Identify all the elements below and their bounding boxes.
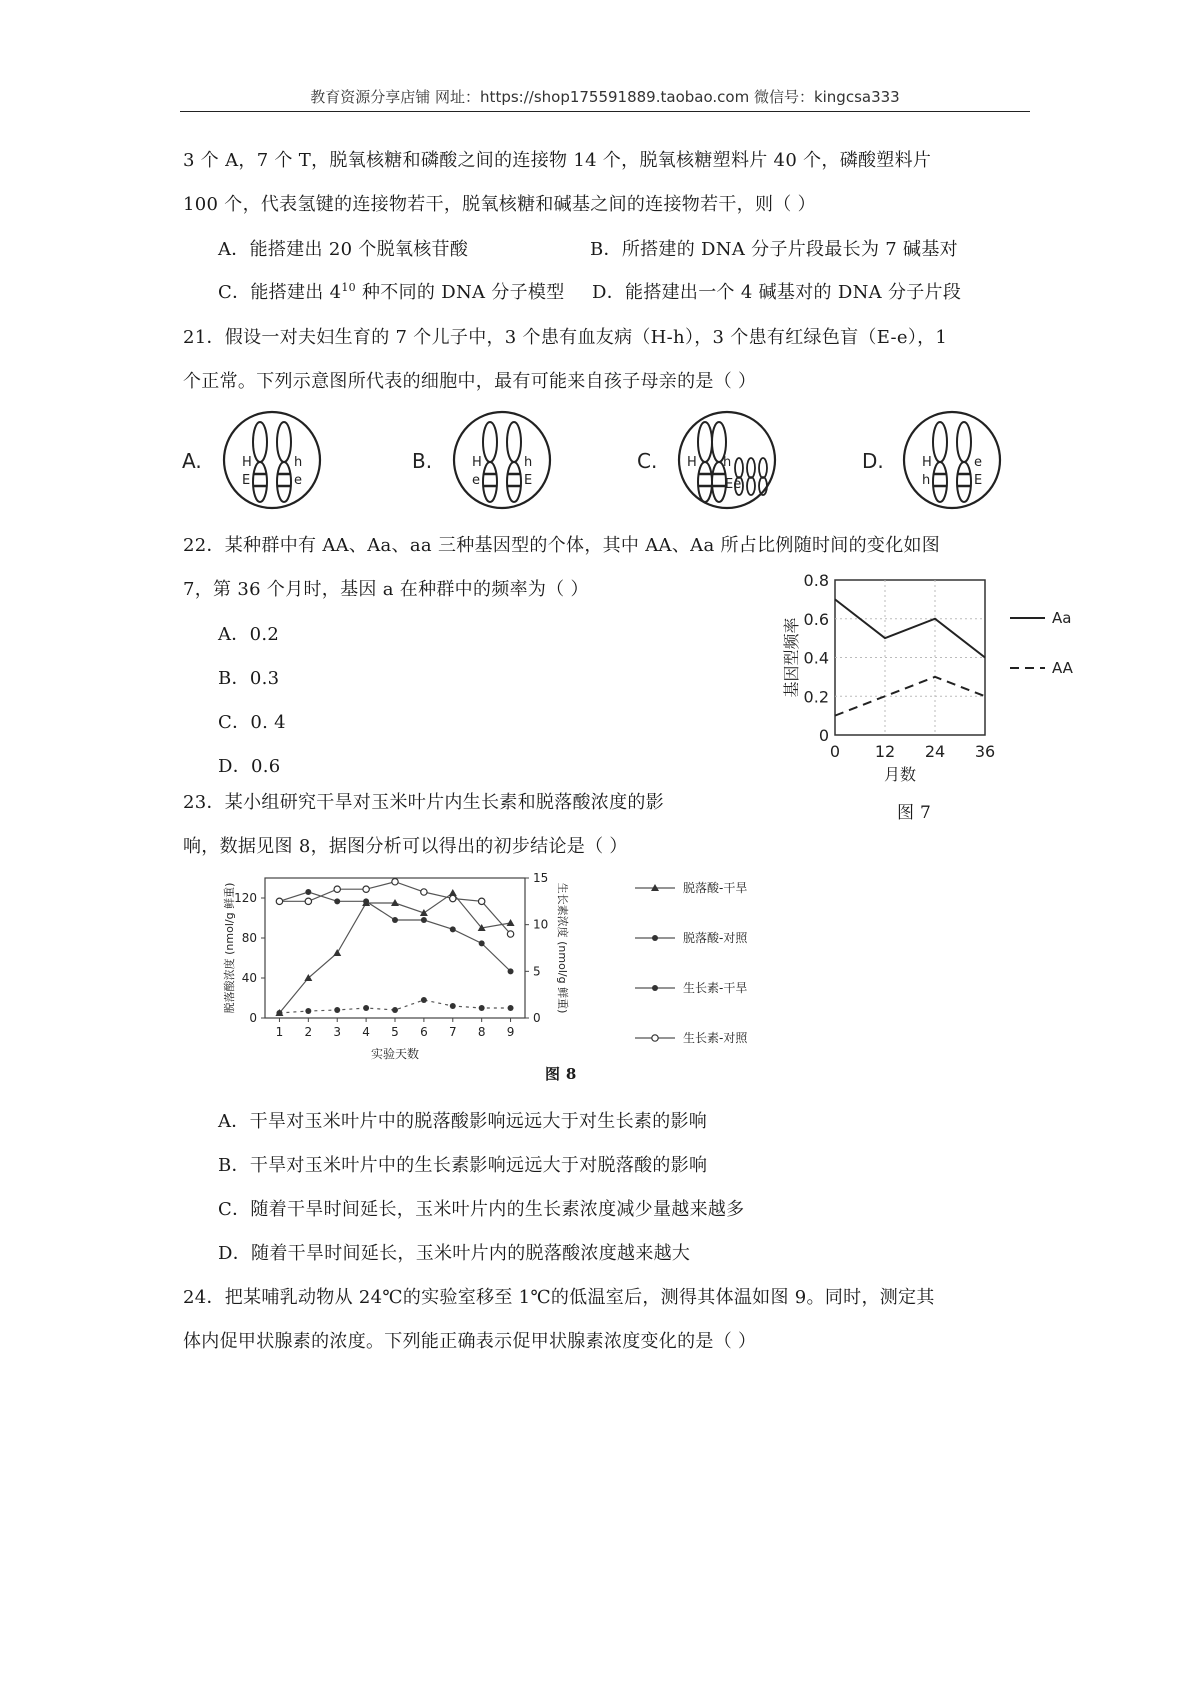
data-point — [450, 895, 456, 901]
chromosome-arm-upper — [483, 422, 497, 462]
data-point — [334, 898, 340, 904]
q22-option-a: A．0.2 — [218, 624, 280, 645]
data-point — [334, 886, 340, 892]
chromosome-arm-upper — [933, 422, 947, 462]
y-right-tick-label: 10 — [533, 917, 549, 932]
y-tick-label: 0.4 — [803, 648, 829, 668]
x-tick-label: 3 — [333, 1025, 342, 1039]
chromosome — [277, 422, 291, 502]
data-point — [421, 917, 427, 923]
data-point — [421, 889, 427, 895]
legend-label: 脱落酸-干旱 — [683, 881, 748, 895]
y-right-tick-label: 5 — [533, 964, 541, 979]
y-tick-label: 0 — [818, 726, 829, 745]
series-生长素-对照 — [276, 879, 514, 938]
x-axis-label: 月数 — [883, 765, 917, 784]
figure-7-caption: 图 7 — [897, 803, 932, 823]
chromosome-arm-lower — [507, 462, 521, 502]
gene-label: H — [242, 455, 252, 470]
chromosome-small — [735, 458, 743, 478]
series-脱落酸-干旱 — [275, 889, 514, 1016]
chromosome-arm-lower — [698, 462, 712, 502]
data-point — [305, 1008, 311, 1014]
data-point — [478, 898, 484, 904]
chromosome-arm-lower — [933, 462, 947, 502]
q22-line1: 22．某种群中有 AA、Aa、aa 三种基因型的个体，其中 AA、Aa 所占比例随时间的变化如图 — [183, 535, 941, 556]
q22-option-b: B．0.3 — [218, 668, 280, 689]
data-point — [508, 968, 514, 974]
gene-label: e — [472, 473, 480, 488]
chromosome-arm-upper — [253, 422, 267, 462]
chromosome — [253, 422, 267, 502]
q23-option-c: C．随着干旱时间延长，玉米叶片内的生长素浓度减少量越来越多 — [218, 1199, 745, 1220]
q21-line2: 个正常。下列示意图所代表的细胞中，最有可能来自孩子母亲的是（ ） — [183, 371, 757, 392]
chromosome-arm-upper — [698, 422, 712, 462]
data-point — [652, 935, 658, 941]
x-tick-label: 2 — [304, 1025, 313, 1039]
figure-7-chart — [780, 570, 1200, 830]
y-right-tick-label: 0 — [533, 1011, 541, 1025]
cell-label: B. — [412, 449, 433, 473]
gene-label: E — [974, 473, 983, 488]
legend-item — [635, 980, 747, 995]
page-header: 教育资源分享店铺 网址：https://shop175591889.taobao.com 微信号：kingcsa333 — [310, 88, 900, 106]
y-left-tick-label: 120 — [234, 891, 257, 905]
x-tick-label: 7 — [448, 1025, 457, 1039]
data-point — [333, 949, 341, 956]
legend-label: 生长素-干旱 — [683, 981, 748, 995]
q24-line2: 体内促甲状腺素的浓度。下列能正确表示促甲状腺素浓度变化的是（ ） — [183, 1331, 757, 1352]
y-left-axis-label: 脱落酸浓度 (nmol/g 鲜重) — [223, 882, 236, 1014]
x-axis-label: 实验天数 — [370, 1047, 420, 1061]
legend-item — [635, 1030, 748, 1045]
gene-label: h — [723, 455, 732, 470]
cell-diagram-c — [637, 412, 775, 508]
cell-membrane — [224, 412, 320, 508]
gene-label: h — [524, 455, 533, 470]
q22-option-c: C．0. 4 — [218, 712, 286, 733]
series-line — [279, 882, 510, 934]
series-line-Aa — [835, 599, 985, 657]
x-tick-label: 8 — [477, 1025, 486, 1039]
gene-label: E — [524, 473, 533, 488]
q22-line2: 7，第 36 个月时，基因 a 在种群中的频率为（ ） — [183, 579, 589, 600]
y-right-tick-label: 15 — [533, 871, 549, 885]
q22-option-d: D．0.6 — [218, 756, 281, 777]
data-point — [305, 889, 311, 895]
chromosome-arm-lower — [483, 462, 497, 502]
data-point — [652, 1035, 658, 1041]
y-left-tick-label: 40 — [241, 971, 257, 985]
x-tick-label: 5 — [391, 1025, 399, 1039]
x-tick-label: 9 — [506, 1025, 515, 1039]
data-point — [450, 926, 456, 932]
data-point — [450, 1003, 456, 1009]
data-point — [507, 931, 513, 937]
chromosome-arm-lower — [253, 462, 267, 502]
cell-membrane — [454, 412, 550, 508]
cell-diagram-a — [182, 412, 320, 508]
cell-diagram-b — [412, 412, 550, 508]
x-tick-label: 4 — [362, 1025, 370, 1039]
gene-label: e — [974, 455, 982, 470]
chromosome — [698, 422, 712, 502]
x-tick-label: 1 — [275, 1025, 284, 1039]
q21-line1: 21．假设一对夫妇生育的 7 个儿子中，3 个患有血友病（H-h），3 个患有红绿色盲（E-e），1 — [183, 327, 948, 348]
q20-option-c: C．能搭建出 $4^{10}$ 种不同的 DNA 分子模型 — [218, 281, 565, 303]
y-right-axis-label: 生长素浓度 (nmol/g 鲜重) — [556, 882, 569, 1014]
data-point — [363, 898, 369, 904]
q23-option-a: A．干旱对玉米叶片中的脱落酸影响远远大于对生长素的影响 — [218, 1111, 708, 1132]
q23-option-d: D．随着干旱时间延长，玉米叶片内的脱落酸浓度越来越大 — [218, 1243, 691, 1264]
q20-option-a: A．能搭建出 20 个脱氧核苷酸 — [218, 239, 469, 260]
x-tick-label: 0 — [829, 742, 841, 761]
chromosome — [957, 422, 971, 502]
y-axis-label: 基因型频率 — [782, 617, 801, 698]
data-point — [652, 985, 658, 991]
q20-option-d: D．能搭建出一个 4 碱基对的 DNA 分子片段 — [592, 282, 962, 303]
figure-8-caption: 图 8 — [545, 1065, 577, 1083]
figure-8-chart — [215, 868, 835, 1078]
q23-line1: 23．某小组研究干旱对玉米叶片内生长素和脱落酸浓度的影 — [183, 792, 665, 813]
chromosome-arm-upper — [507, 422, 521, 462]
q23-line2: 响，数据见图 8，据图分析可以得出的初步结论是（ ） — [183, 836, 628, 857]
q24-line1: 24．把某哺乳动物从 24℃的实验室移至 1℃的低温室后，测得其体温如图 9。同时，测定其 — [183, 1287, 935, 1308]
chromosome — [483, 422, 497, 502]
gene-label: e — [294, 473, 302, 488]
gene-label: H — [687, 455, 697, 470]
data-point — [392, 879, 398, 885]
q20-line1: 3 个 A，7 个 T，脱氧核糖和磷酸之间的连接物 14 个，脱氧核糖塑料片 40 个，磷酸塑料片 — [183, 150, 932, 171]
data-point — [479, 1005, 485, 1011]
chromosome — [507, 422, 521, 502]
chromosome-small — [747, 458, 755, 478]
data-point — [479, 940, 485, 946]
x-tick-label: 24 — [924, 742, 946, 761]
data-point — [363, 1005, 369, 1011]
cell-diagram-d — [862, 412, 1000, 508]
chromosome-arm-lower — [957, 462, 971, 502]
legend-label: AA — [1052, 659, 1073, 677]
y-tick-label: 0.2 — [803, 687, 829, 707]
data-point — [392, 917, 398, 923]
x-tick-label: 12 — [874, 742, 896, 761]
chromosome-arm-lower — [277, 462, 291, 502]
cell-membrane — [904, 412, 1000, 508]
q23-option-b: B．干旱对玉米叶片中的生长素影响远远大于对脱落酸的影响 — [218, 1155, 708, 1176]
legend-label: Aa — [1052, 609, 1072, 627]
data-point — [334, 1007, 340, 1013]
q20-option-b: B．所搭建的 DNA 分子片段最长为 7 碱基对 — [590, 239, 958, 260]
data-point — [392, 1007, 398, 1013]
chromosome-small — [747, 477, 755, 495]
cell-label: C. — [637, 449, 658, 473]
y-tick-label: 0.6 — [803, 609, 829, 629]
header-rule — [180, 111, 1030, 112]
q20-line2: 100 个，代表氢键的连接物若干，脱氧核糖和碱基之间的连接物若干，则（ ） — [183, 194, 816, 215]
legend-item — [635, 880, 747, 895]
data-point — [363, 886, 369, 892]
y-left-tick-label: 0 — [249, 1011, 257, 1025]
cell-label: A. — [182, 449, 202, 473]
data-point — [421, 997, 427, 1003]
gene-label: E — [242, 473, 251, 488]
chromosome-arm-upper — [957, 422, 971, 462]
gene-label: H — [922, 455, 932, 470]
cell-label: D. — [862, 449, 884, 473]
gene-label: h — [294, 455, 303, 470]
legend-label: 生长素-对照 — [683, 1031, 748, 1045]
chromosome — [933, 422, 947, 502]
data-point — [276, 1010, 282, 1016]
chromosome-small — [759, 458, 767, 478]
gene-label: h — [922, 473, 931, 488]
series-line — [279, 893, 510, 1013]
series-脱落酸-对照 — [276, 997, 513, 1016]
legend-item — [635, 930, 748, 945]
data-point — [508, 1005, 514, 1011]
chromosome-arm-upper — [277, 422, 291, 462]
y-tick-label: 0.8 — [803, 571, 829, 590]
x-tick-label: 6 — [420, 1025, 428, 1039]
y-left-tick-label: 80 — [241, 931, 257, 945]
gene-label: H — [472, 455, 482, 470]
data-point — [507, 919, 515, 926]
data-point — [305, 898, 311, 904]
gene-label: Ee — [725, 477, 742, 492]
legend-label: 脱落酸-对照 — [683, 931, 748, 945]
data-point — [276, 898, 282, 904]
cell-diagrams — [180, 410, 1030, 520]
x-tick-label: 36 — [974, 742, 996, 761]
